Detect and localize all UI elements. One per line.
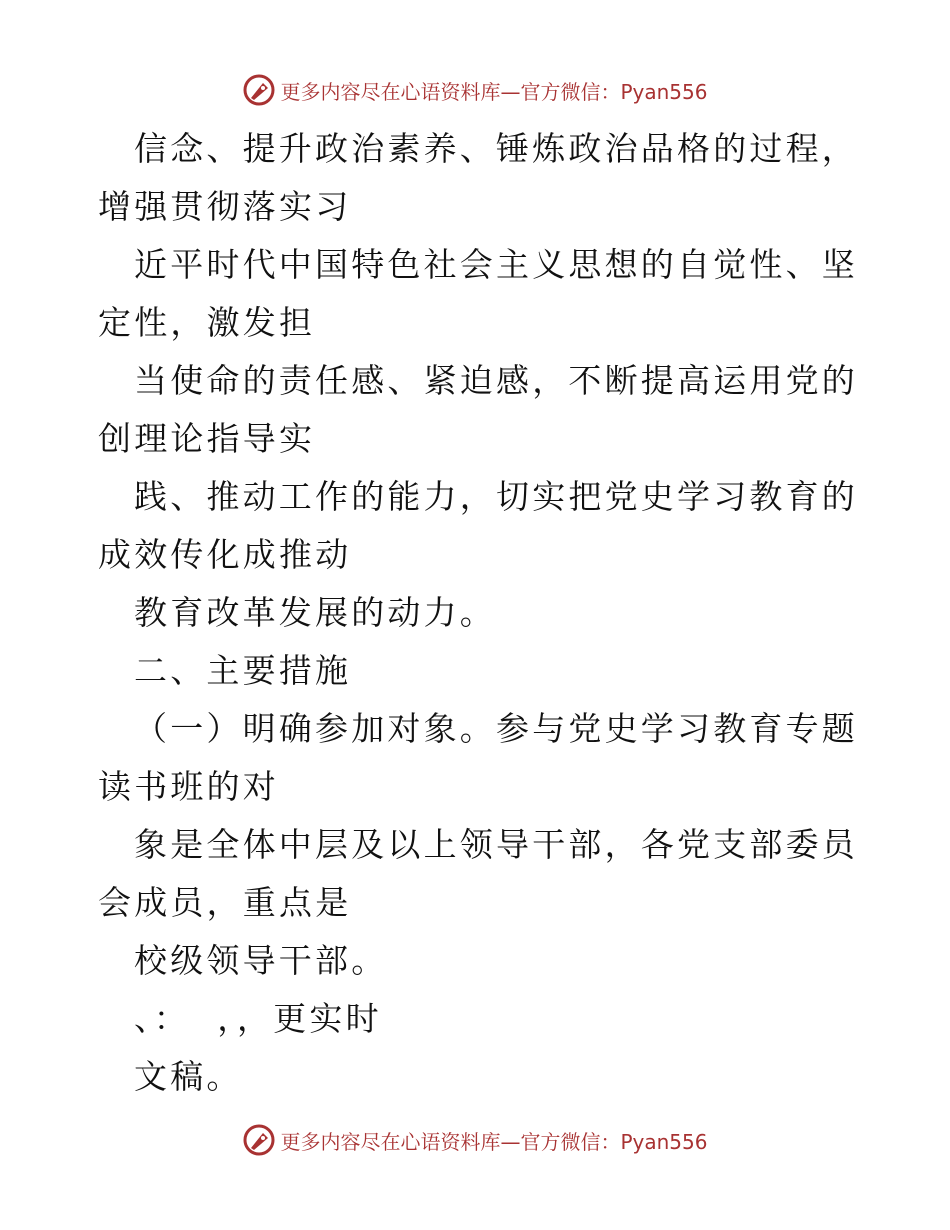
paragraph-6: （一）明确参加对象。参与党史学习教育专题读书班的对 (98, 709, 858, 806)
header-banner (0, 70, 950, 110)
pen-nib-logo-icon (242, 1123, 276, 1157)
paragraph-9: 、： ，，更实时 (134, 999, 382, 1038)
document-body (98, 120, 858, 1106)
pen-nib-logo-icon (242, 73, 276, 107)
paragraph-5: 教育改革发展的动力。 (134, 593, 496, 632)
banner-text: 更多内容尽在心语资料库—官方微信：Pyan556 (280, 79, 708, 104)
banner-text: 更多内容尽在心语资料库—官方微信：Pyan556 (280, 1129, 708, 1154)
paragraph-10: 文稿。 (134, 1057, 243, 1096)
paragraph-2: 近平时代中国特色社会主义思想的自觉性、坚定性，激发担 (98, 245, 858, 342)
paragraph-3: 当使命的责任感、紧迫感，不断提高运用党的创理论指导实 (98, 361, 858, 458)
paragraph-1: 信念、提升政治素养、锤炼政治品格的过程，增强贯彻落实习 (98, 129, 858, 226)
paragraph-8: 校级领导干部。 (134, 941, 388, 980)
footer-banner (0, 1120, 950, 1160)
section-heading: 二、主要措施 (134, 651, 352, 690)
paragraph-7: 象是全体中层及以上领导干部，各党支部委员会成员，重点是 (98, 825, 858, 922)
paragraph-4: 践、推动工作的能力，切实把党史学习教育的成效传化成推动 (98, 477, 858, 574)
